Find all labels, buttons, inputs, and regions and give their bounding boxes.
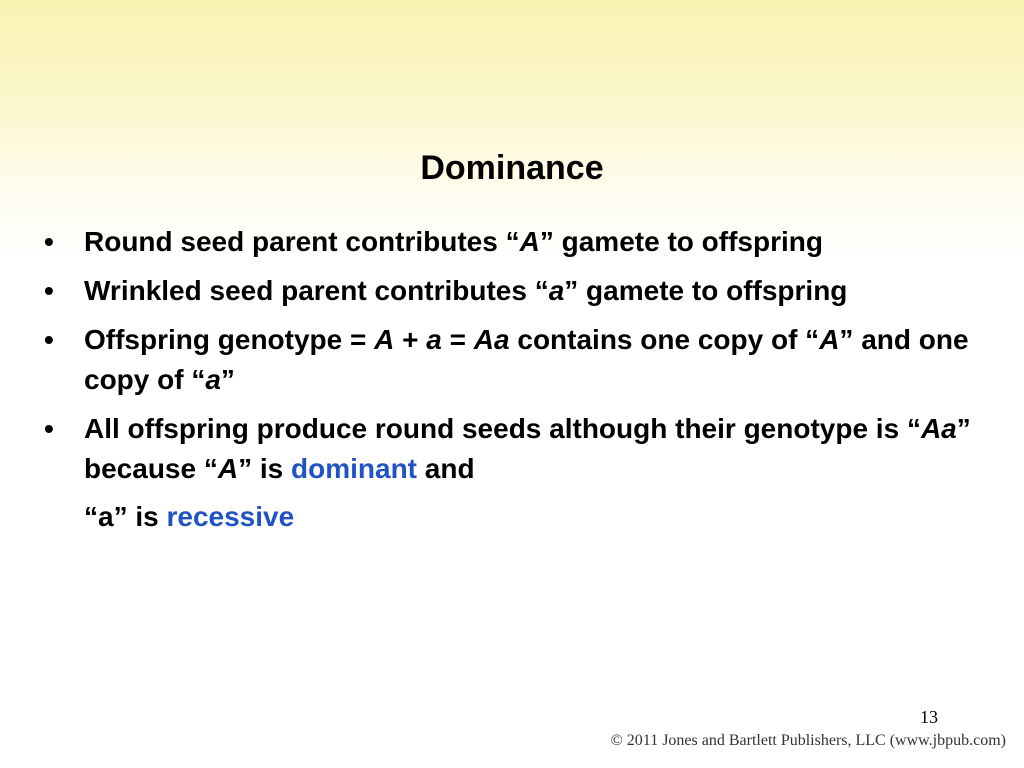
bullet-item: [44, 271, 984, 311]
bullet-text: and: [417, 453, 475, 484]
bullet-item: [44, 409, 984, 537]
allele-symbol: a: [548, 275, 565, 306]
allele-symbol: A: [819, 324, 840, 355]
bullet-marker: •: [44, 226, 54, 257]
bullet-text: Round seed parent contributes “: [84, 226, 520, 257]
bullet-text: =: [441, 324, 474, 355]
genotype-symbol: Aa: [473, 324, 510, 355]
bullet-text: +: [394, 324, 427, 355]
bullet-text: ” because “: [84, 413, 971, 484]
allele-symbol: A: [374, 324, 395, 355]
bullet-text: All offspring produce round seeds although their genotype is “: [84, 413, 921, 444]
bullet-marker: •: [44, 324, 54, 355]
bullet-text: contains one copy of “: [509, 324, 820, 355]
slide-title: [0, 148, 1024, 188]
bullet-marker: •: [44, 413, 54, 444]
bullet-list: [44, 222, 984, 546]
term-dominant: dominant: [291, 453, 418, 484]
slide-title-text: Dominance: [420, 149, 604, 187]
bullet-text: ” gamete to offspring: [539, 226, 823, 257]
allele-symbol: A: [519, 226, 540, 257]
bullet-continuation: [84, 497, 984, 537]
bullet-text: Offspring genotype =: [84, 324, 375, 355]
allele-symbol: a: [205, 364, 221, 395]
term-recessive: recessive: [166, 501, 295, 532]
genotype-symbol: Aa: [920, 413, 957, 444]
bullet-item: [44, 222, 984, 262]
bullet-text: ” gamete to offspring: [564, 275, 848, 306]
bullet-item: [44, 320, 984, 400]
bullet-text: Wrinkled seed parent contributes “: [84, 275, 549, 306]
bullet-text: ”: [220, 364, 235, 395]
allele-symbol: a: [426, 324, 442, 355]
page-number: 13: [920, 707, 938, 727]
bullet-marker: •: [44, 275, 54, 306]
bullet-text: “a” is: [84, 501, 167, 532]
allele-symbol: A: [217, 453, 239, 484]
copyright-notice: © 2011 Jones and Bartlett Publishers, LLC (www.jbpub.com): [610, 732, 1006, 749]
bullet-text: ” is: [238, 453, 292, 484]
bullet-text: ” and one copy of “: [84, 324, 969, 395]
